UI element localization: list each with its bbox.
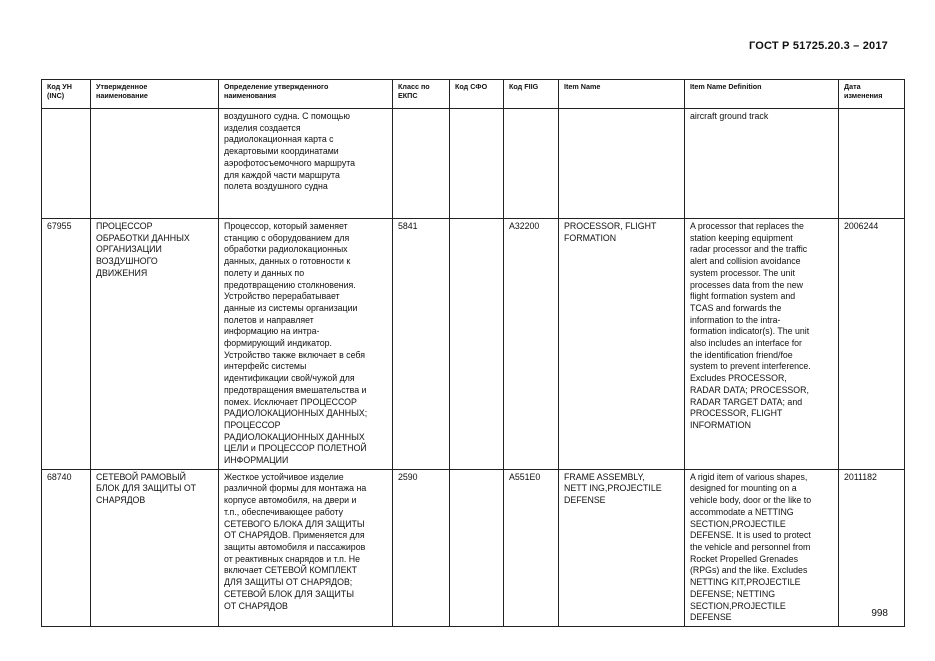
cell-sfo-code [450,219,504,470]
header-inc: Код УН (INC) [42,80,91,109]
table-row [42,469,905,626]
cell-item-name-definition: A rigid item of various shapes, designed for mounting on a vehicle body, door or the like to accommodate a NETTING SECTION,PROJECTILE DEFENSE. It is used to protect the vehicle and personnel from Rocket Propelled Grenades (RPGs) and the like. Excludes NETTING KIT,PROJECTILE DEFENSE; NETTING SECTION,PROJECTILE DEFENSE [685,469,839,626]
header-item-name: Item Name [559,80,685,109]
header-approved-name: Утвержденное наименование [91,80,219,109]
cell-fiig-code: A32200 [504,219,559,470]
cell-ekps-class [393,109,450,219]
cell-item-name: FRAME ASSEMBLY, NETT ING,PROJECTILE DEFENSE [559,469,685,626]
cell-inc [42,109,91,219]
cell-change-date: 2006244 [839,219,905,470]
cell-sfo-code [450,109,504,219]
header-fiig-code: Код FIIG [504,80,559,109]
header-change-date: Дата изменения [839,80,905,109]
cell-approved-name: СЕТЕВОЙ РАМОВЫЙ БЛОК ДЛЯ ЗАЩИТЫ ОТ СНАРЯДОВ [91,469,219,626]
cell-fiig-code: A551E0 [504,469,559,626]
cell-sfo-code [450,469,504,626]
header-item-name-definition: Item Name Definition [685,80,839,109]
cell-inc: 67955 [42,219,91,470]
cell-approved-name-definition: Процессор, который заменяет станцию с оборудованием для обработки радиолокационных данных, данных о готовности к полету и данных по предотвращению столкновения. Устройство перерабатывает данные из системы организации полетов и направляет информацию на интра- формирующий индикатор. Устройство также включает в себя интерфейс системы идентификации свой/чужой для предотвращения вмешательства и помех. Исключает ПРОЦЕССОР РАДИОЛОКАЦИОННЫХ ДАННЫХ; ПРОЦЕССОР РАДИОЛОКАЦИОННЫХ ДАННЫХ ЦЕЛИ и ПРОЦЕССОР ПОЛЕТНОЙ ИНФОРМАЦИИ [219,219,393,470]
cell-approved-name-definition: воздушного судна. С помощью изделия создается радиолокационная карта с декартовыми координатами аэрофотосъемочного маршрута для каждой части маршрута полета воздушного судна [219,109,393,219]
cell-item-name-definition: aircraft ground track [685,109,839,219]
cell-fiig-code [504,109,559,219]
header-sfo-code: Код СФО [450,80,504,109]
cell-change-date [839,109,905,219]
cell-inc: 68740 [42,469,91,626]
catalog-table [41,79,905,627]
cell-ekps-class: 2590 [393,469,450,626]
cell-approved-name: ПРОЦЕССОР ОБРАБОТКИ ДАННЫХ ОРГАНИЗАЦИИ ВОЗДУШНОГО ДВИЖЕНИЯ [91,219,219,470]
cell-item-name [559,109,685,219]
header-ekps-class: Класс по ЕКПС [393,80,450,109]
page-number: 998 [871,608,888,619]
table-row [42,219,905,470]
cell-item-name: PROCESSOR, FLIGHT FORMATION [559,219,685,470]
cell-item-name-definition: A processor that replaces the station keeping equipment radar processor and the traffic alert and collision avoidance system processor. The unit processes data from the new flight formation system and TCAS and forwards the information to the intra- formation indicator(s). The unit also includes an interface for the identification friend/foe system to prevent interference. Excludes PROCESSOR, RADAR DATA; PROCESSOR, RADAR TARGET DATA; and PROCESSOR, FLIGHT INFORMATION [685,219,839,470]
header-approved-name-definition: Определение утвержденного наименования [219,80,393,109]
cell-approved-name-definition: Жесткое устойчивое изделие различной формы для монтажа на корпусе автомобиля, на двери и т.п., обеспечивающее работу СЕТЕВОГО БЛОКА ДЛЯ ЗАЩИТЫ ОТ СНАРЯДОВ. Применяется для защиты автомобиля и пассажиров от реактивных снарядов и т.п. Не включает СЕТЕВОЙ КОМПЛЕКТ ДЛЯ ЗАЩИТЫ ОТ СНАРЯДОВ; СЕТЕВОЙ БЛОК ДЛЯ ЗАЩИТЫ ОТ СНАРЯДОВ [219,469,393,626]
cell-change-date: 2011182 [839,469,905,626]
header-row [42,80,905,109]
table-row [42,109,905,219]
cell-approved-name [91,109,219,219]
cell-ekps-class: 5841 [393,219,450,470]
document-title: ГОСТ Р 51725.20.3 – 2017 [748,40,888,52]
